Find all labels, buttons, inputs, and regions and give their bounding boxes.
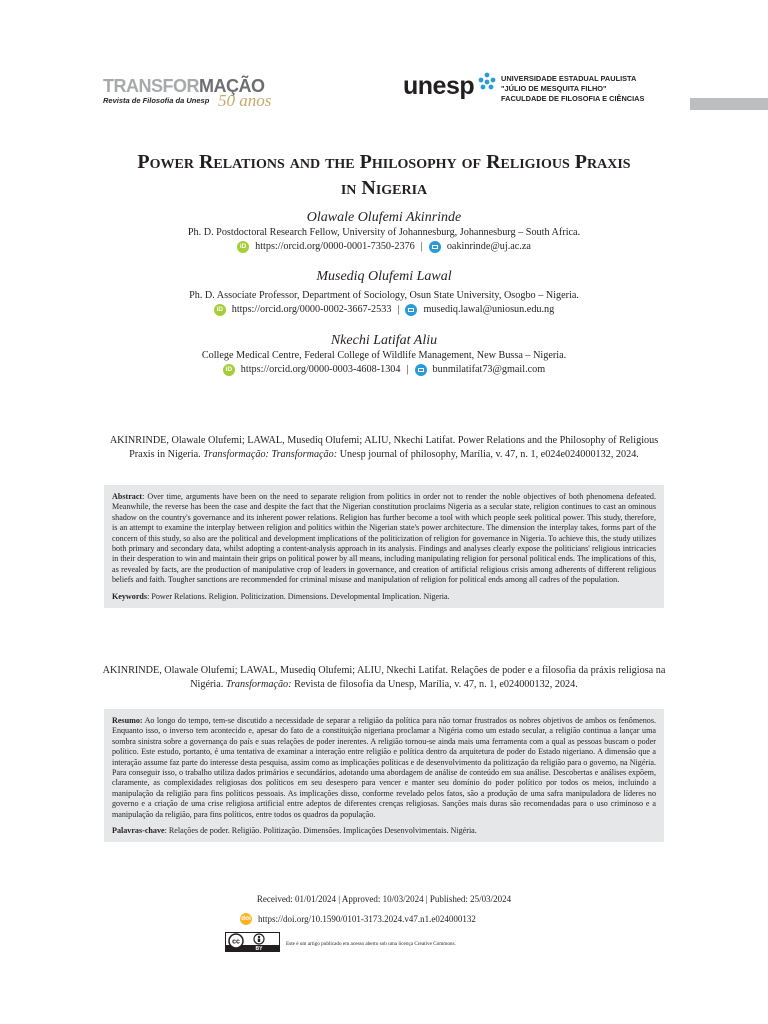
license-note: Este é um artigo publicado em acesso aberto sob uma licença Creative Commons. — [286, 941, 456, 947]
journal-logo-part1: TRANSFOR — [103, 76, 199, 96]
orcid-link[interactable]: https://orcid.org/0000-0003-4608-1304 — [240, 364, 401, 375]
university-line: FACULDADE DE FILOSOFIA E CIÊNCIAS — [501, 94, 645, 103]
article-title-line: Power Relations and the Philosophy of Religious Praxis — [137, 151, 631, 173]
abstract-label: Abstract — [112, 492, 143, 501]
unesp-logo: unesp — [403, 72, 475, 100]
separator: | — [397, 304, 400, 315]
author-identifiers — [60, 240, 708, 254]
email-link[interactable]: bunmilatifat73@gmail.com — [432, 364, 546, 375]
doi-icon: doi — [240, 913, 252, 925]
citation-text: Revista de filosofia da Unesp, Marília, v. 47, n. 1, e024000132, 2024. — [291, 678, 578, 690]
orcid-link[interactable]: https://orcid.org/0000-0001-7350-2376 — [255, 241, 415, 252]
author-affiliation: Ph. D. Postdoctoral Research Fellow, University of Johannesburg, Johannesburg – South Africa. — [187, 227, 581, 238]
author-affiliation: College Medical Centre, Federal College of Wildlife Management, New Bussa – Nigeria. — [201, 350, 567, 361]
keywords-text: : Power Relations. Religion. Politicization. Dimensions. Developmental Implication. Nigeria. — [147, 591, 450, 601]
resumo-text: Ao longo do tempo, tem-se discutido a necessidade de separar a religião da política para não tornar frustrados os nobres objetivos de ambos os fenômenos. Enquanto isso, o inverso tem acontecido e, apesar do fato de a constituição nigeriana proclamar a Nigéria como um estado secular, a religião continua a lançar uma sombra sinistra sobre a governança do país e suas relações de poder inerentes. A religião tornou-se ainda mais uma ferramenta com a qual as pessoas buscam o poder político. Este estudo, portanto, é uma tentativa de examinar a interação entre religião e política dentro da arquitetura de poder do Estado nigeriano. A dimensão que a interação assume faz parte do interesse desta pesquisa, assim como as implicações políticas e de desenvolvimento da politização da religião para o governo, na Nigéria. Para conseguir isso, o trabalho utiliza dados primários e secundários, adotando uma abordagem de análise de conteúdo em sua análise. Descobertas e análises expõem, claramente, as complexidades religiosas dos políticos em seu desespero para vencer e manter seu domínio do poder político por todos os meios, incluindo a manipulação da religião para fins políticos pessoais. As implicações disso, conforme revelado pelos fatos, são a produção de uma safra manipuladora de líderes no governo e a criação de uma crise religiosa artificial entre adeptos de diferentes crenças religiosas. Sanções mais duras são recomendadas para o uso criminoso e a manipulação da religião, para fins políticos, entre todos os quadros da população. — [112, 716, 656, 819]
separator: | — [420, 241, 423, 252]
email-icon — [405, 304, 417, 316]
author-name: Olawale Olufemi Akinrinde — [306, 210, 462, 225]
author-name: Nkechi Latifat Aliu — [330, 333, 438, 348]
citation-text: Unesp journal of philosophy, Marília, v. 47, n. 1, e024e024000132, 2024. — [337, 448, 639, 460]
doi-line — [240, 912, 476, 925]
author-name: Musediq Olufemi Lawal — [316, 269, 452, 284]
orcid-icon: iD — [223, 364, 235, 376]
email-icon — [415, 364, 427, 376]
citation-text: AKINRINDE, Olawale Olufemi; LAWAL, Musediq Olufemi; ALIU, Nkechi Latifat. Relações de poder e a filosofia da práxis religiosa na Nigéria. — [102, 665, 666, 690]
page-edge-tab — [690, 98, 768, 110]
anniversary-mark: 50 anos — [218, 91, 272, 110]
cc-mark: cc — [232, 938, 240, 946]
abstract-paragraph — [112, 492, 656, 586]
publication-dates: Received: 01/01/2024 | Approved: 10/03/2024 | Published: 25/03/2024 — [256, 894, 512, 904]
article-title-line: in Nigeria — [340, 177, 428, 199]
journal-logo — [103, 77, 303, 117]
email-icon — [429, 241, 441, 253]
orcid-link[interactable]: https://orcid.org/0000-0002-3667-2533 — [231, 304, 392, 315]
author-affiliation: Ph. D. Associate Professor, Department of Sociology, Osun State University, Osogbo – Nigeria. — [189, 290, 579, 301]
university-line: "JÚLIO DE MESQUITA FILHO" — [501, 84, 607, 93]
keywords-line — [112, 592, 656, 602]
orcid-icon: iD — [237, 241, 249, 253]
university-name — [501, 74, 644, 104]
author-identifiers — [60, 303, 708, 317]
citation-portuguese — [100, 664, 668, 691]
creative-commons-license-icon[interactable] — [225, 932, 280, 952]
citation-text: AKINRINDE, Olawale Olufemi; LAWAL, Musediq Olufemi; ALIU, Nkechi Latifat. Power Relations and the Philosophy of Religious Praxis in Nigeria. — [109, 435, 659, 460]
article-title — [60, 149, 708, 201]
email-link[interactable]: musediq.lawal@uniosun.edu.ng — [423, 304, 555, 315]
resumo-box — [104, 709, 664, 842]
abstract-text: : Over time, arguments have been on the need to separate religion from politics in order not to render the noble objectives of both phenomena defeated. Meanwhile, the reverse has been the case and despite the fact that the Nigerian constitution proclaims Nigeria as a secular state, religion continues to cast an ominous shadow on the country's governance and its inherent power relations. Religion has further become a tool with which people seek political power. This study, therefore, is an attempt to examine the interplay between religion and politics within the Nigerian state's power architecture. The dimension the interplay takes, forms part of the concern of this study, so also are the political and development implications of the politicization of religion for governance in Nigeria. To achieve this, the study utilizes both primary and secondary data, whilst adopting a content-analysis approach in its analysis. Findings and analyses clearly expose the politicians' religious intricacies in their desperation to win and maintain their grips on political power by all means, including manipulating religion for personal political ends. The implications of this, as revealed by facts, are the production of manipulative crop of leaders in governance, and creation of artificial religious crisis among adherents of different religious beliefs and faith. Tougher sanctions are recommended for criminal misuse and manipulation of religion for political ends among all cadres of the population. — [112, 492, 656, 585]
citation-journal: Transformação: — [225, 678, 292, 690]
orcid-icon: iD — [214, 304, 226, 316]
doi-link[interactable]: https://doi.org/10.1590/0101-3173.2024.v47.n1.e024000132 — [258, 913, 476, 924]
separator: | — [406, 364, 409, 375]
palavras-chave-text: : Relações de poder. Religião. Politização. Dimensões. Implicações Desenvolvimentais. Nigéria. — [164, 826, 477, 836]
university-line: UNIVERSIDADE ESTADUAL PAULISTA — [501, 74, 637, 83]
palavras-chave-label: Palavras-chave — [112, 826, 165, 836]
by-mark: BY — [255, 946, 263, 952]
journal-subtitle: Revista de Filosofia da Unesp — [103, 96, 210, 105]
author-identifiers — [60, 363, 708, 377]
citation-english — [100, 434, 668, 461]
palavras-chave-line — [112, 826, 656, 836]
journal-logo-part2: MAÇÃO — [199, 76, 265, 96]
email-link[interactable]: oakinrinde@uj.ac.za — [446, 241, 531, 252]
unesp-star-icon — [477, 71, 497, 93]
resumo-paragraph — [112, 716, 656, 820]
abstract-box — [104, 485, 664, 608]
citation-journal: Transformação: Transformação: — [203, 448, 338, 460]
resumo-label: Resumo: — [112, 716, 143, 725]
keywords-label: Keywords — [112, 591, 148, 601]
